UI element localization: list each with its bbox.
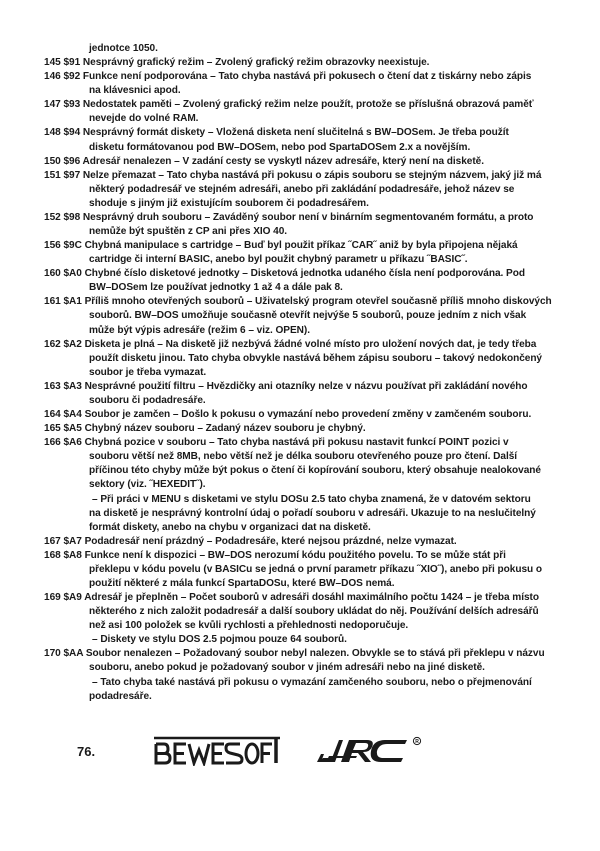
text-line-continuation: sektory (viz. ˝HEXEDIT˝). bbox=[89, 479, 206, 491]
error-entry-line: 169 $A9 Adresář je přeplněn – Počet souborů v adresáři dosáhl maximálního počtu 1424 – je třeba místo bbox=[44, 592, 539, 604]
text-line-continuation: – Při práci v MENU s disketami ve stylu DOSu 2.5 tato chyba znamená, že v datovém sektoru bbox=[92, 493, 531, 505]
error-entry-line: 165 $A5 Chybný název souboru – Zadaný název souboru je chybný. bbox=[44, 423, 366, 435]
error-entry-line: 163 $A3 Nesprávné použití filtru – Hvězdičky ani otazníky nelze v názvu používat při zakládání nového bbox=[44, 380, 528, 392]
text-line-continuation: cartridge či interní BASIC, anebo byl použit chybný parametr u příkazu ˝BASIC˝. bbox=[89, 254, 468, 266]
text-line-continuation: použít disketu jinou. Tato chyba obvykle nastává během zápisu souboru – takový nedokončený bbox=[89, 352, 542, 364]
text-line-continuation: může být výpis adresáře (režim 6 – viz. OPEN). bbox=[89, 324, 310, 336]
error-entry-line: 166 $A6 Chybná pozice v souboru – Tato chyba nastává při pokusu nastavit funkcí POINT pozici v bbox=[44, 437, 509, 449]
text-line-continuation: překlepu v kódu povelu (v BASICu se jedná o první parametr příkazu ˝XIO˝), anebo při pokusu o bbox=[89, 563, 543, 575]
bewesoft-logo bbox=[152, 736, 287, 766]
text-line-continuation: souboru či podadresáře. bbox=[89, 394, 206, 406]
error-entry-line: 152 $98 Nesprávný druh souboru – Zaváděný soubor není v binárním segmentovaném formátu, a proto bbox=[44, 211, 534, 223]
text-line-continuation: než asi 100 položek se kvůli rychlosti a přehlednosti nedoporučuje. bbox=[89, 620, 409, 632]
error-entry-line: 161 $A1 Příliš mnoho otevřených souborů – Uživatelský program otevřel současně příliš mnoho diskových bbox=[44, 296, 552, 308]
error-entry-line: 147 $93 Nedostatek paměti – Zvolený grafický režim nelze použít, protože se příslušná obrazová paměť bbox=[44, 99, 534, 111]
text-line-continuation: – Diskety ve stylu DOS 2.5 pojmou pouze 64 souborů. bbox=[92, 634, 347, 646]
text-line-continuation: souboru, anebo pokud je požadovaný soubor v jiném adresáři nebo na jiné disketě. bbox=[89, 662, 485, 674]
error-entry-line: 162 $A2 Disketa je plná – Na disketě již nezbývá žádné volné místo pro uložení nových dat, je tedy třeba bbox=[44, 338, 537, 350]
text-line-continuation: – Tato chyba také nastává při pokusu o vymazání zamčeného souboru, nebo o přejmenování bbox=[92, 676, 532, 688]
text-line-continuation: na klávesnici apod. bbox=[89, 85, 181, 97]
text-line-continuation: soubor je třeba vymazat. bbox=[89, 366, 207, 378]
text-line-continuation: shoduje s jiným již existujícím souborem či podadresářem. bbox=[89, 197, 369, 209]
text-line-continuation: formát diskety, anebo na chybu v organizaci dat na disketě. bbox=[89, 521, 371, 533]
page-number: 76. bbox=[77, 744, 96, 759]
text-line-continuation: souboru větší než 8MB, nebo větší než je délka souboru otevřeného pouze pro čtení. Další bbox=[89, 451, 518, 463]
text-line-continuation: nemůže být spuštěn z CP ani přes XIO 40. bbox=[89, 226, 288, 238]
error-entry-line: 146 $92 Funkce není podporována – Tato chyba nastává při pokusech o čtení dat z tiskárny nebo zápis bbox=[44, 71, 532, 83]
error-list bbox=[44, 42, 574, 704]
error-entry-line: 164 $A4 Soubor je zamčen – Došlo k pokusu o vymazání nebo provedení změny v zamčeném souboru. bbox=[44, 409, 532, 421]
error-entry-line: 151 $97 Nelze přemazat – Tato chyba nastává při pokusu o zápis souboru se stejným názvem, jaký již má bbox=[44, 169, 542, 181]
text-line-continuation: použití některé z mála funkcí SpartaDOSu, které BW–DOS nemá. bbox=[89, 577, 395, 589]
error-entry-line: 156 $9C Chybná manipulace s cartridge – Buď byl použit příkaz ˝CAR˝ aniž by byla připojena nějaká bbox=[44, 240, 518, 252]
text-line-continuation: jednotce 1050. bbox=[89, 43, 158, 54]
error-entry-line: 168 $A8 Funkce není k dispozici – BW–DOS nerozumí kódu použitého povelu. To se může stát při bbox=[44, 549, 506, 561]
jrc-logo bbox=[315, 736, 425, 766]
page-footer bbox=[0, 730, 600, 780]
error-entry-line: 167 $A7 Podadresář není prázdný – Podadresáře, které nejsou prázdné, nelze vymazat. bbox=[44, 535, 457, 547]
error-entry-line: 148 $94 Nesprávný formát diskety – Vložená disketa není slučitelná s BW–DOSem. Je třeba použít bbox=[44, 127, 509, 139]
error-entry-line: 150 $96 Adresář nenalezen – V zadání cesty se vyskytl název adresáře, který není na disketě. bbox=[44, 155, 484, 167]
text-line-continuation: na disketě je nesprávný kontrolní údaj o pořadí souboru v adresáři. Ukazuje to na neslučitelný bbox=[89, 507, 536, 519]
text-line-continuation: nevejde do volné RAM. bbox=[89, 113, 199, 125]
text-line-continuation: některého z nich založit podadresář a další soubory ukládat do něj. Používání delších adresářů bbox=[89, 606, 539, 618]
text-line-continuation: disketu formátovanou pod BW–DOSem, nebo pod SpartaDOSem 2.x a novějším. bbox=[89, 141, 471, 153]
error-entry-line: 170 $AA Soubor nenalezen – Požadovaný soubor nebyl nalezen. Obvykle se to stává při překlepu v názvu bbox=[44, 648, 545, 660]
text-line-continuation: souborů. BW–DOS umožňuje současně otevřít nejvýše 5 souborů, pouze jedním z nich však bbox=[89, 310, 527, 322]
text-line-continuation: BW–DOSem lze používat jednotky 1 až 4 a dále pak 8. bbox=[89, 282, 343, 294]
text-line-continuation: příčinou této chyby může být pokus o čtení či kopírování souboru, který obsahuje nealokované bbox=[89, 465, 541, 477]
text-line-continuation: podadresáře. bbox=[89, 690, 152, 702]
text-line-continuation: některý podadresář ve stejném adresáři, anebo při zakládání podadresáře, jehož název se bbox=[89, 183, 515, 195]
error-entry-line: 160 $A0 Chybné číslo disketové jednotky – Disketová jednotka udaného čísla není podporována. Pod bbox=[44, 268, 525, 280]
error-entry-line: 145 $91 Nesprávný grafický režim – Zvolený grafický režim obrazovky neexistuje. bbox=[44, 57, 430, 69]
svg-text:R: R bbox=[415, 739, 419, 745]
